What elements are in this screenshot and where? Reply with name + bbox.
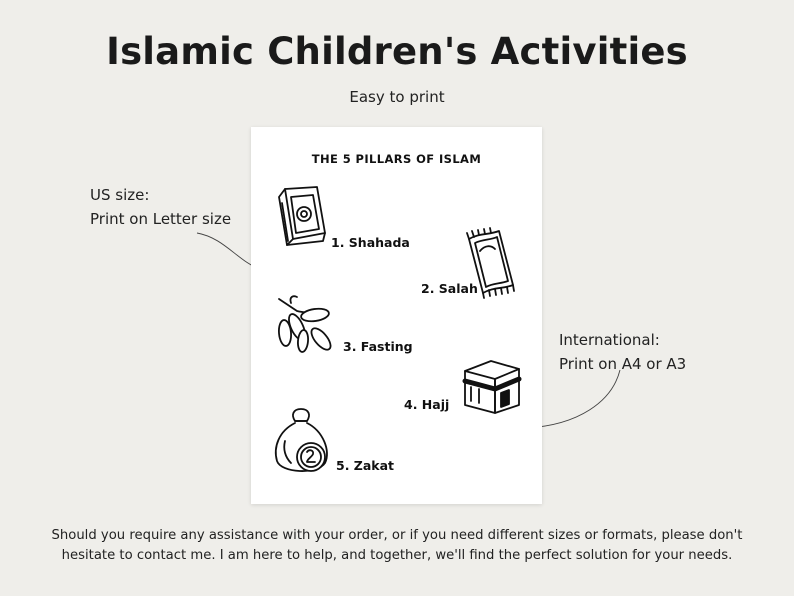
pillar-2-label: 2. Salah [421,281,478,296]
pillar-3-label: 3. Fasting [343,339,413,354]
page-subtitle: Easy to print [349,88,445,106]
pillar-4-label: 4. Hajj [404,397,450,412]
international-size-heading: International: [559,331,660,349]
quran-book-icon [273,183,331,247]
footer-line-2: hesitate to contact me. I am here to help, and together, we'll find the perfect solution for your needs. [61,548,733,563]
page-title: Islamic Children's Activities [106,30,688,73]
dates-icon [271,293,339,357]
pillar-1-label: 1. Shahada [331,235,410,250]
footer-note [0,526,794,566]
money-bag-icon [271,407,333,477]
pillar-5-label: 5. Zakat [336,458,395,473]
worksheet-preview [251,127,542,504]
us-size-heading: US size: [90,186,150,204]
kaaba-icon [461,357,523,415]
international-size-detail: Print on A4 or A3 [559,355,687,373]
footer-line-1: Should you require any assistance with your order, or if you need different sizes or formats, please don't [51,528,743,543]
us-size-detail: Print on Letter size [90,210,232,228]
worksheet-title: THE 5 PILLARS OF ISLAM [311,152,482,166]
